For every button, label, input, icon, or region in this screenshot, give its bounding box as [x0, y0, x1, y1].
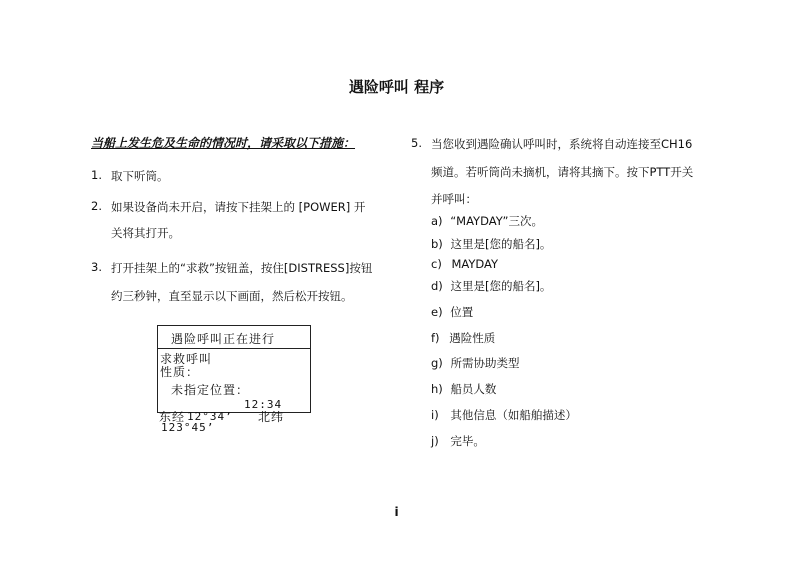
call-item-text: 这里是[您的船名]。	[450, 279, 552, 293]
call-item-text: “MAYDAY”三次。	[450, 214, 543, 228]
call-item	[431, 381, 496, 397]
screen-lat-value: 123°45’	[161, 421, 215, 434]
call-item-label: f)	[431, 331, 440, 345]
call-item	[431, 355, 519, 371]
step-text: 取下听筒。	[111, 169, 169, 183]
step-text: 打开挂架上的“求救”按钮盖，按住[DISTRESS]按钮	[111, 261, 373, 275]
step-text-cont: 频道。若听筒尚未摘机，请将其摘下。按下PTT开关	[431, 165, 694, 179]
call-item-text: 其他信息（如船舶描述）	[450, 408, 577, 422]
screen-position-label: 未指定位置：	[171, 383, 250, 397]
call-item-label: i)	[431, 408, 439, 422]
screen-lat-label: 北纬	[258, 410, 285, 424]
call-item	[431, 407, 577, 423]
call-item-label: h)	[431, 382, 443, 396]
call-item	[431, 236, 551, 252]
call-item-text: 完毕。	[450, 434, 485, 448]
call-item-text: 船员人数	[450, 382, 497, 396]
intro-heading: 当船上发生危及生命的情况时，请采取以下措施：	[91, 136, 356, 150]
step-text-cont: 关将其打开。	[111, 226, 180, 240]
screen-distress-call: 求救呼叫	[160, 352, 213, 366]
call-item	[431, 304, 473, 320]
step-number: 2.	[91, 199, 102, 213]
call-item-label: g)	[431, 356, 443, 370]
call-item-text: 位置	[450, 305, 474, 319]
call-item	[431, 433, 485, 449]
step-number: 5.	[411, 136, 422, 150]
screen-header	[158, 326, 310, 349]
call-item-text: 遇险性质	[449, 331, 496, 345]
call-item-label: a)	[431, 214, 443, 228]
call-item-text: MAYDAY	[451, 257, 499, 271]
distress-display-screen	[157, 325, 311, 413]
step-text: 当您收到遇险确认呼叫时，系统将自动连接至CH16	[431, 137, 693, 151]
call-item-label: j)	[431, 434, 439, 448]
screen-header-text: 遇险呼叫正在进行	[171, 332, 276, 346]
screen-nature: 性质：	[160, 365, 200, 379]
call-item-text: 这里是[您的船名]。	[450, 237, 552, 251]
call-item	[431, 257, 498, 271]
call-item	[431, 278, 551, 294]
screen-time: 12:34	[244, 398, 283, 411]
call-item-label: e)	[431, 305, 443, 319]
step-text: 如果设备尚未开启，请按下挂架上的 [POWER] 开	[111, 200, 366, 214]
step-text-cont: 约三秒钟，直至显示以下画面，然后松开按钮。	[111, 289, 353, 303]
step-text-cont: 并呼叫：	[431, 192, 477, 206]
call-item-label: c)	[431, 257, 442, 271]
step-number: 3.	[91, 260, 102, 274]
screen-lon-label: 东经	[159, 410, 186, 424]
screen-lon-value: 12°34’	[187, 410, 233, 423]
call-item-label: d)	[431, 279, 443, 293]
call-item	[431, 330, 495, 346]
step-number: 1.	[91, 168, 102, 182]
call-item	[431, 213, 543, 229]
page-number: i	[394, 505, 399, 519]
call-item-text: 所需协助类型	[450, 356, 520, 370]
call-item-label: b)	[431, 237, 443, 251]
page-title: 遇险呼叫 程序	[348, 78, 445, 96]
